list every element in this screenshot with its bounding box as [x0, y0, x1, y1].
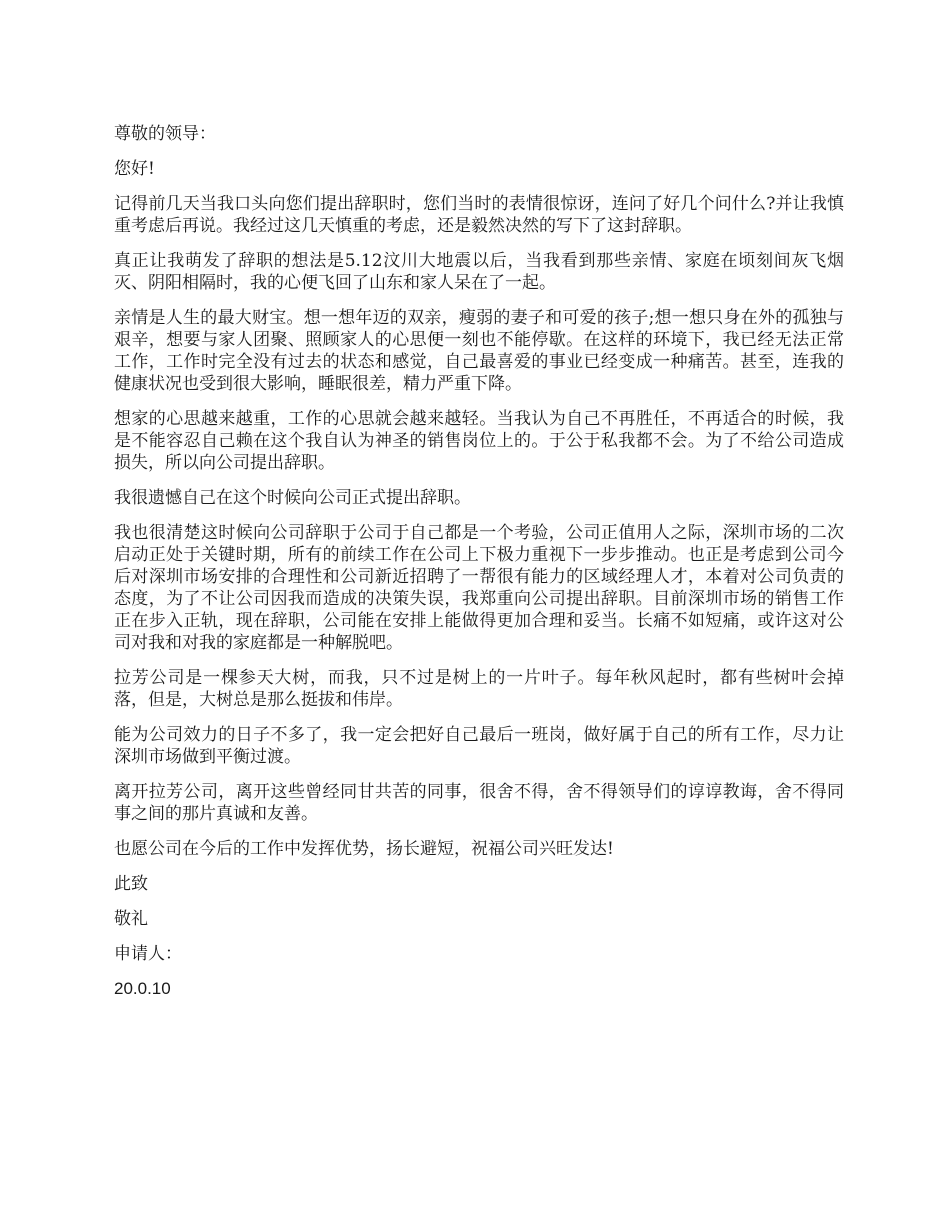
letter-date: 20.0.10	[114, 979, 171, 998]
closing-line-2: 敬礼	[114, 909, 148, 929]
paragraph: 我也很清楚这时候向公司辞职于公司于自己都是一个考验，公司正值用人之际，深圳市场的二次启动正处于关键时期，所有的前续工作在公司上下极力重视下一步步推动。也正是考虑到公司今后对深圳市场安排的合理性和公司新近招聘了一帮很有能力的区域经理人才，本着对公司负责的态度，为了不让公司因我而造成的决策失误，我郑重向公司提出辞职。目前深圳市场的销售工作正在步入正轨，现在辞职，公司能在安排上能做得更加合理和妥当。长痛不如短痛，或许这对公司对我和对我的家庭都是一种解脱吧。	[114, 523, 844, 653]
paragraph: 记得前几天当我口头向您们提出辞职时，您们当时的表情很惊讶，连问了好几个问什么?并让我慎重考虑后再说。我经过这几天慎重的考虑，还是毅然决然的写下了这封辞职。	[114, 194, 844, 236]
paragraph: 我很遗憾自己在这个时候向公司正式提出辞职。	[114, 488, 471, 508]
paragraph: 想家的心思越来越重，工作的心思就会越来越轻。当我认为自己不再胜任，不再适合的时候，我是不能容忍自己赖在这个我自认为神圣的销售岗位上的。于公于私我都不会。为了不给公司造成损失，所以向公司提出辞职。	[114, 409, 844, 473]
paragraph: 也愿公司在今后的工作中发挥优势，扬长避短，祝福公司兴旺发达!	[114, 839, 614, 859]
paragraph: 拉芳公司是一棵参天大树，而我，只不过是树上的一片叶子。每年秋风起时，都有些树叶会掉落，但是，大树总是那么挺拔和伟岸。	[114, 668, 844, 710]
paragraph: 亲情是人生的最大财宝。想一想年迈的双亲，瘦弱的妻子和可爱的孩子;想一想只身在外的孤独与艰辛，想要与家人团聚、照顾家人的心思便一刻也不能停歇。在这样的环境下，我已经无法正常工作，工作时完全没有过去的状态和感觉，自己最喜爱的事业已经变成一种痛苦。甚至，连我的健康状况也受到很大影响，睡眠很差，精力严重下降。	[114, 308, 844, 394]
salutation: 尊敬的领导：	[114, 124, 216, 144]
paragraph: 真正让我萌发了辞职的想法是5.12汶川大地震以后，当我看到那些亲情、家庭在顷刻间灰飞烟灭、阴阳相隔时，我的心便飞回了山东和家人呆在了一起。	[114, 251, 844, 293]
paragraph: 离开拉芳公司，离开这些曾经同甘共苦的同事，很舍不得，舍不得领导们的谆谆教诲，舍不得同事之间的那片真诚和友善。	[114, 782, 844, 824]
greeting: 您好!	[114, 159, 155, 179]
paragraph: 能为公司效力的日子不多了，我一定会把好自己最后一班岗，做好属于自己的所有工作，尽力让深圳市场做到平衡过渡。	[114, 725, 844, 767]
signature-label: 申请人：	[114, 944, 182, 964]
letter-body	[114, 123, 844, 1013]
closing-line-1: 此致	[114, 874, 148, 894]
